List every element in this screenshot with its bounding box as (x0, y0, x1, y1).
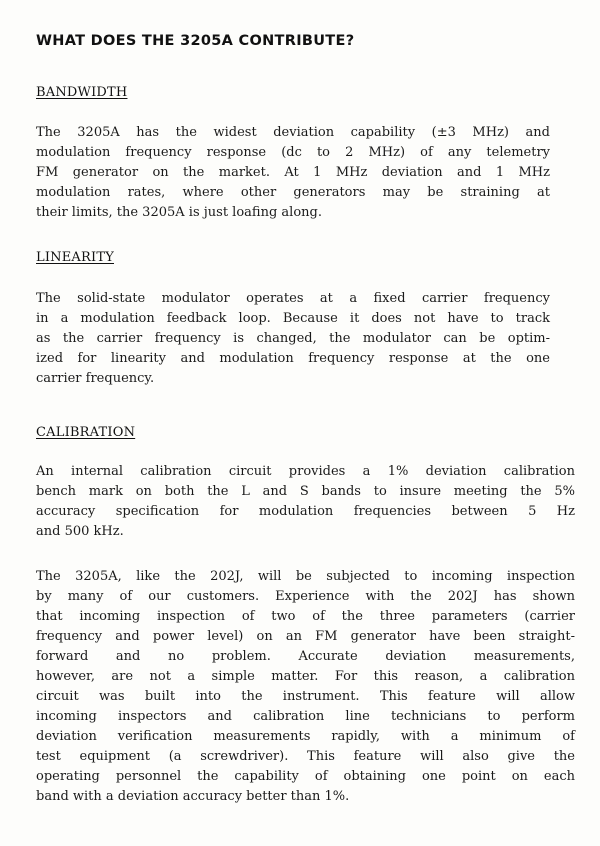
inspection-paragraph (36, 567, 575, 807)
paragraph-line: modulation rates, where other generators may be straining at (36, 185, 550, 200)
paragraph-line: their limits, the 3205A is just loafing along. (36, 205, 322, 220)
paragraph-line: however, are not a simple matter. For this reason, a calibration (36, 669, 575, 684)
paragraph-line: carrier frequency. (36, 371, 155, 386)
page-title: WHAT DOES THE 3205A CONTRIBUTE? (36, 33, 355, 49)
paragraph-line: deviation verification measurements rapidly, with a minimum of (36, 729, 575, 744)
paragraph-line: and 500 kHz. (36, 524, 124, 539)
section-heading-linearity: LINEARITY (36, 250, 114, 265)
paragraph-line: band with a deviation accuracy better than 1%. (36, 789, 350, 804)
paragraph-line: that incoming inspection of two of the three parameters (carrier (36, 609, 575, 624)
paragraph-line: as the carrier frequency is changed, the modulator can be optim- (36, 331, 550, 346)
section-heading-calibration: CALIBRATION (36, 425, 136, 440)
paragraph-line: by many of our customers. Experience with the 202J has shown (36, 589, 575, 604)
paragraph-line: forward and no problem. Accurate deviation measurements, (36, 649, 575, 664)
paragraph-line: accuracy specification for modulation frequencies between 5 Hz (36, 504, 575, 519)
calibration-paragraph (36, 462, 575, 542)
paragraph-line: frequency and power level) on an FM generator have been straight- (36, 629, 575, 644)
paragraph-line: The 3205A has the widest deviation capability (±3 MHz) and (36, 125, 550, 140)
paragraph-line: circuit was built into the instrument. This feature will allow (36, 689, 575, 704)
paragraph-line: An internal calibration circuit provides a 1% deviation calibration (36, 464, 575, 479)
paragraph-line: operating personnel the capability of obtaining one point on each (36, 769, 575, 784)
paragraph-line: modulation frequency response (dc to 2 MHz) of any telemetry (36, 145, 550, 160)
paragraph-line: The solid-state modulator operates at a fixed carrier frequency (36, 291, 550, 306)
section-heading-bandwidth: BANDWIDTH (36, 85, 128, 100)
paragraph-line: test equipment (a screwdriver). This feature will also give the (36, 749, 575, 764)
paragraph-line: ized for linearity and modulation frequency response at the one (36, 351, 550, 366)
paragraph-line: incoming inspectors and calibration line technicians to perform (36, 709, 575, 724)
linearity-paragraph (36, 289, 550, 389)
paragraph-line: FM generator on the market. At 1 MHz deviation and 1 MHz (36, 165, 550, 180)
paragraph-line: in a modulation feedback loop. Because it does not have to track (36, 311, 550, 326)
paragraph-line: The 3205A, like the 202J, will be subjected to incoming inspection (36, 569, 575, 584)
bandwidth-paragraph (36, 123, 550, 223)
paragraph-line: bench mark on both the L and S bands to insure meeting the 5% (36, 484, 575, 499)
